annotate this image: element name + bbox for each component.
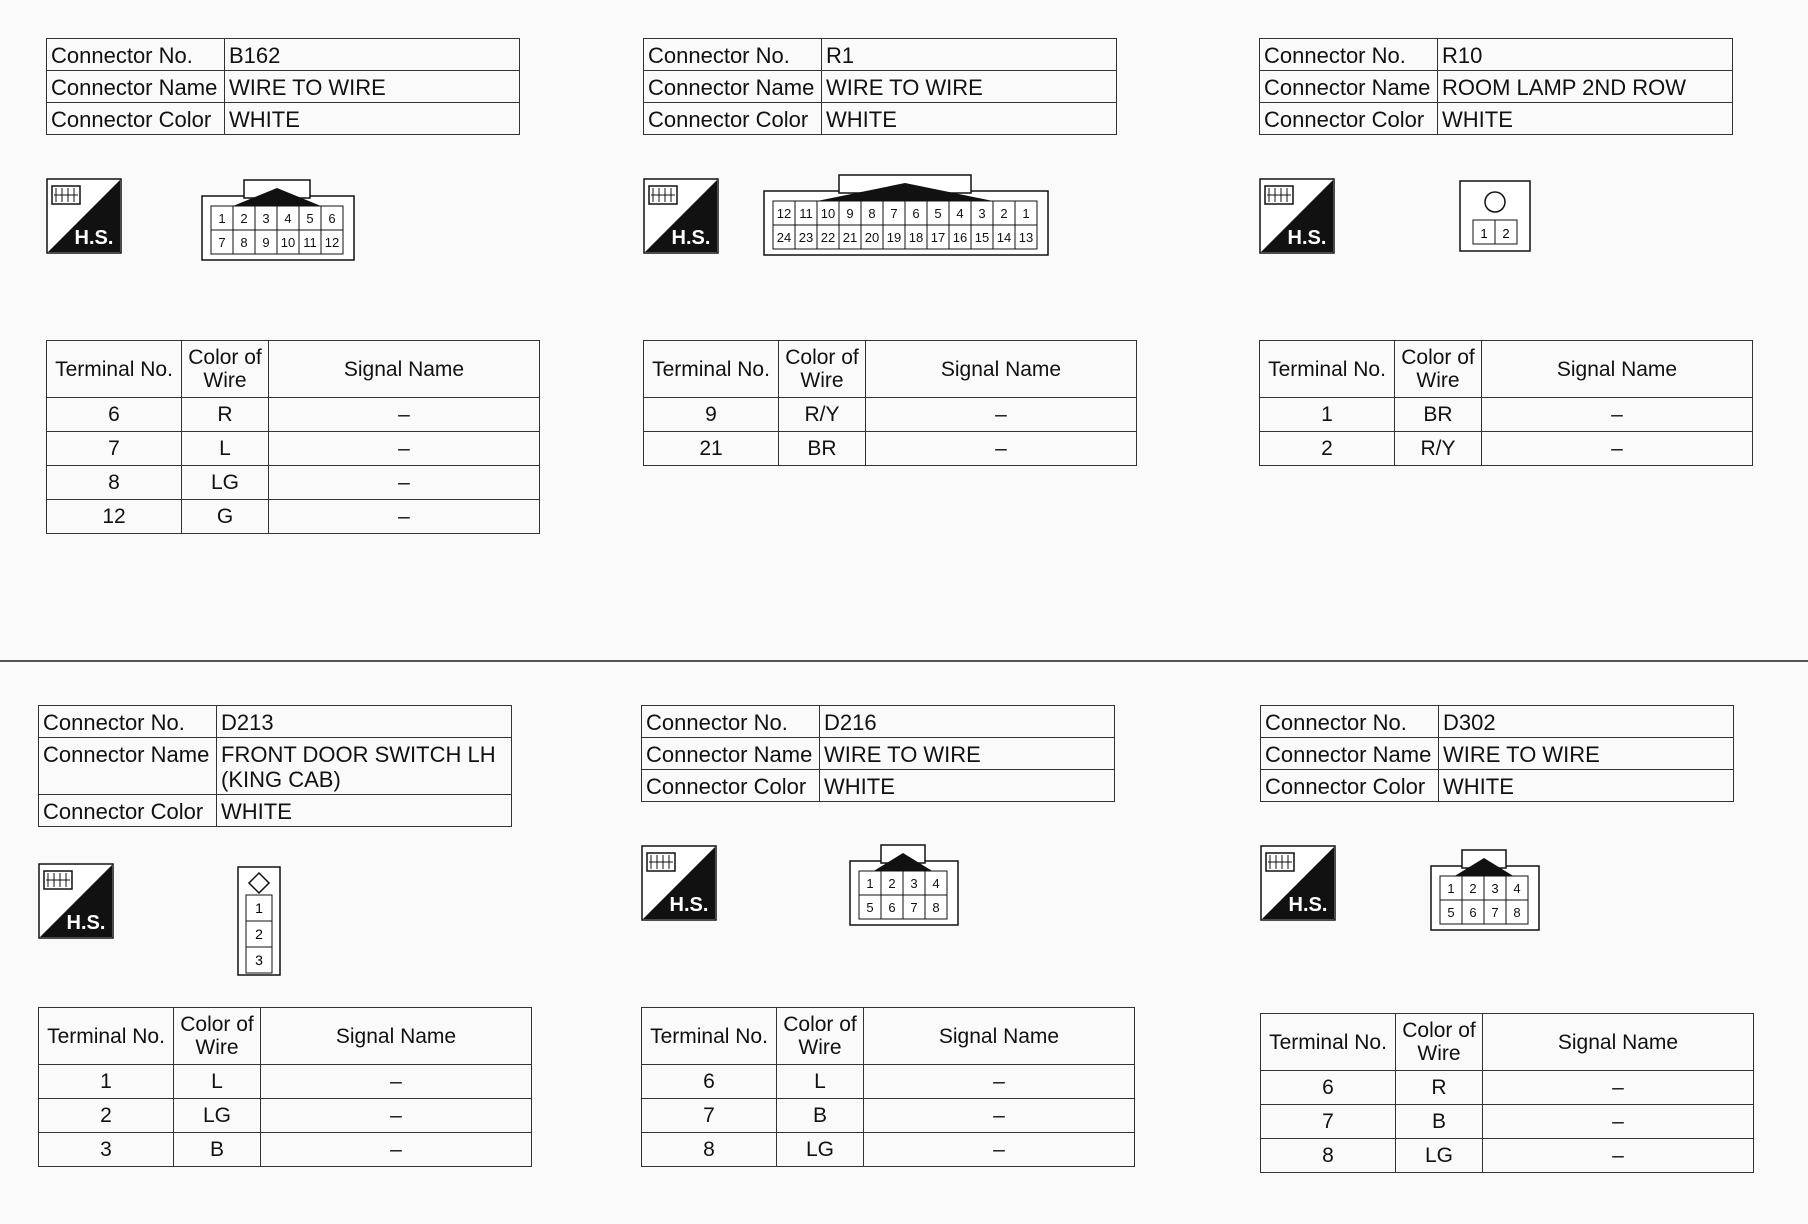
pin-number: 1	[1447, 881, 1455, 896]
harness-side-icon	[1260, 845, 1336, 921]
hs-label: H.S.	[66, 912, 106, 934]
connector-name-row	[644, 71, 1117, 103]
terminal-number: 8	[642, 1133, 777, 1167]
terminal-table-header	[644, 341, 1137, 398]
pin-number: 11	[799, 206, 813, 221]
hs-label: H.S.	[1288, 894, 1328, 916]
hs-label: H.S.	[669, 894, 709, 916]
pin-number: 7	[890, 206, 898, 221]
wire-color-header: Color of Wire	[174, 1008, 261, 1065]
terminal-number: 12	[47, 500, 182, 534]
terminal-table-header	[39, 1008, 532, 1065]
connector-color-row	[39, 795, 512, 827]
wire-color-header: Color of Wire	[1396, 1014, 1483, 1071]
terminal-no-header: Terminal No.	[1261, 1014, 1396, 1071]
pin-number: 10	[280, 235, 296, 250]
terminal-table	[38, 1007, 532, 1167]
pin-number: 20	[864, 230, 880, 245]
connector-number-label: Connector No.	[1261, 706, 1439, 738]
pin-number: 12	[776, 206, 792, 221]
pin-number: 2	[1000, 206, 1008, 221]
signal-name: –	[269, 500, 540, 534]
connector-name-label: Connector Name	[1260, 71, 1438, 103]
terminal-no-header: Terminal No.	[642, 1008, 777, 1065]
terminal-number: 7	[1261, 1105, 1396, 1139]
connector-name-value: WIRE TO WIRE	[225, 71, 520, 103]
table-row	[642, 1065, 1135, 1099]
connector-name-row	[47, 71, 520, 103]
pin-number: 13	[1018, 230, 1034, 245]
pin-number: 4	[956, 206, 964, 221]
table-row	[642, 1133, 1135, 1167]
pin-number: 5	[866, 900, 874, 915]
pin-number: 4	[284, 211, 292, 226]
table-row	[47, 500, 540, 534]
connector-number-row	[1261, 706, 1734, 738]
table-row	[1260, 398, 1753, 432]
wire-color: B	[174, 1133, 261, 1167]
pin-number: 6	[328, 211, 336, 226]
connector-color-value: WHITE	[820, 770, 1115, 802]
terminal-number: 21	[644, 432, 779, 466]
connector-color-label: Connector Color	[39, 795, 217, 827]
connector-number-value: D302	[1439, 706, 1734, 738]
signal-name: –	[864, 1133, 1135, 1167]
signal-name: –	[1483, 1071, 1754, 1105]
pin-number: 11	[303, 235, 317, 250]
pin-number: 15	[974, 230, 990, 245]
terminal-number: 7	[47, 432, 182, 466]
pin-number: 3	[255, 952, 263, 968]
wire-color: R	[1396, 1071, 1483, 1105]
connector-info-table	[643, 38, 1117, 135]
pin-number: 4	[1513, 881, 1521, 896]
pin-number: 6	[1469, 905, 1477, 920]
signal-name: –	[269, 432, 540, 466]
terminal-number: 7	[642, 1099, 777, 1133]
table-row	[39, 1099, 532, 1133]
wire-color: LG	[182, 466, 269, 500]
connector-color-label: Connector Color	[1261, 770, 1439, 802]
hs-label: H.S.	[671, 227, 711, 249]
wire-color: R/Y	[779, 398, 866, 432]
connector-face-diagram	[236, 865, 282, 977]
pin-number: 1	[866, 876, 874, 891]
connector-info-table	[38, 705, 512, 827]
pin-number: 17	[930, 230, 946, 245]
terminal-number: 6	[47, 398, 182, 432]
pin-number: 16	[952, 230, 968, 245]
pin-number: 5	[934, 206, 942, 221]
pin-number: 14	[996, 230, 1012, 245]
wire-color: L	[182, 432, 269, 466]
pin-number: 7	[218, 235, 226, 250]
table-row	[39, 1133, 532, 1167]
signal-name: –	[864, 1099, 1135, 1133]
connector-name-value: ROOM LAMP 2ND ROW	[1438, 71, 1733, 103]
connector-info-table	[1260, 705, 1734, 802]
connector-color-label: Connector Color	[1260, 103, 1438, 135]
harness-side-icon	[641, 845, 717, 921]
pin-number: 1	[218, 211, 226, 226]
connector-number-value: R10	[1438, 39, 1733, 71]
pin-number: 18	[908, 230, 924, 245]
harness-side-icon	[46, 178, 122, 254]
signal-name: –	[269, 466, 540, 500]
wire-color: LG	[777, 1133, 864, 1167]
table-row	[1261, 1105, 1754, 1139]
table-row	[642, 1099, 1135, 1133]
terminal-table	[1259, 340, 1753, 466]
connector-face-diagram	[1459, 180, 1531, 252]
table-row	[47, 398, 540, 432]
wire-color-header: Color of Wire	[777, 1008, 864, 1065]
pin-number: 9	[262, 235, 270, 250]
pin-number: 19	[886, 230, 902, 245]
connector-number-label: Connector No.	[1260, 39, 1438, 71]
signal-name: –	[866, 398, 1137, 432]
wire-color: B	[1396, 1105, 1483, 1139]
connector-number-value: D213	[217, 706, 512, 738]
pin-number: 10	[820, 206, 836, 221]
pin-number: 23	[798, 230, 814, 245]
table-row	[47, 432, 540, 466]
connector-color-row	[642, 770, 1115, 802]
signal-name-header: Signal Name	[864, 1008, 1135, 1065]
pin-number: 3	[262, 211, 270, 226]
harness-side-icon	[38, 863, 114, 939]
terminal-table	[46, 340, 540, 534]
pin-number: 3	[978, 206, 986, 221]
connector-color-row	[47, 103, 520, 135]
pin-number: 8	[868, 206, 876, 221]
signal-name: –	[1482, 398, 1753, 432]
terminal-no-header: Terminal No.	[39, 1008, 174, 1065]
table-row	[39, 1065, 532, 1099]
pin-number: 8	[932, 900, 940, 915]
signal-name: –	[261, 1065, 532, 1099]
terminal-number: 2	[1260, 432, 1395, 466]
terminal-number: 3	[39, 1133, 174, 1167]
connector-face-diagram	[763, 173, 1049, 257]
terminal-number: 6	[642, 1065, 777, 1099]
pin-number: 12	[324, 235, 340, 250]
terminal-no-header: Terminal No.	[644, 341, 779, 398]
connector-name-label: Connector Name	[39, 738, 217, 795]
wire-color: LG	[174, 1099, 261, 1133]
connector-number-value: B162	[225, 39, 520, 71]
terminal-no-header: Terminal No.	[47, 341, 182, 398]
terminal-number: 1	[1260, 398, 1395, 432]
connector-face-diagram	[201, 178, 355, 262]
terminal-number: 6	[1261, 1071, 1396, 1105]
signal-name: –	[864, 1065, 1135, 1099]
signal-name-header: Signal Name	[261, 1008, 532, 1065]
pin-number: 3	[1491, 881, 1499, 896]
connector-name-row	[1260, 71, 1733, 103]
connector-color-row	[1260, 103, 1733, 135]
connector-name-label: Connector Name	[644, 71, 822, 103]
connector-name-value: FRONT DOOR SWITCH LH (KING CAB)	[217, 738, 512, 795]
terminal-no-header: Terminal No.	[1260, 341, 1395, 398]
wire-color: R/Y	[1395, 432, 1482, 466]
connector-number-label: Connector No.	[47, 39, 225, 71]
signal-name: –	[269, 398, 540, 432]
wire-color-header: Color of Wire	[182, 341, 269, 398]
connector-color-value: WHITE	[1438, 103, 1733, 135]
pin-number: 1	[1022, 206, 1030, 221]
connector-name-value: WIRE TO WIRE	[1439, 738, 1734, 770]
pin-number: 6	[912, 206, 920, 221]
harness-side-icon	[643, 178, 719, 254]
connector-color-value: WHITE	[1439, 770, 1734, 802]
connector-name-value: WIRE TO WIRE	[820, 738, 1115, 770]
connector-color-row	[1261, 770, 1734, 802]
terminal-table	[641, 1007, 1135, 1167]
table-row	[644, 398, 1137, 432]
terminal-table	[643, 340, 1137, 466]
pin-number: 2	[255, 926, 263, 942]
connector-number-value: D216	[820, 706, 1115, 738]
hs-label: H.S.	[74, 227, 114, 249]
signal-name-header: Signal Name	[866, 341, 1137, 398]
terminal-table-header	[1260, 341, 1753, 398]
pin-number: 9	[846, 206, 854, 221]
connector-color-label: Connector Color	[644, 103, 822, 135]
table-row	[1261, 1071, 1754, 1105]
signal-name: –	[1483, 1105, 1754, 1139]
table-row	[1260, 432, 1753, 466]
connector-name-value: WIRE TO WIRE	[822, 71, 1117, 103]
signal-name: –	[261, 1099, 532, 1133]
wire-color: LG	[1396, 1139, 1483, 1173]
connector-color-label: Connector Color	[47, 103, 225, 135]
connector-name-row	[1261, 738, 1734, 770]
connector-number-row	[644, 39, 1117, 71]
connector-number-row	[47, 39, 520, 71]
pin-number: 7	[1491, 905, 1499, 920]
table-row	[1261, 1139, 1754, 1173]
pin-number: 24	[776, 230, 792, 245]
wire-color: BR	[1395, 398, 1482, 432]
terminal-number: 8	[47, 466, 182, 500]
terminal-number: 9	[644, 398, 779, 432]
pin-number: 2	[240, 211, 248, 226]
signal-name-header: Signal Name	[269, 341, 540, 398]
connector-number-value: R1	[822, 39, 1117, 71]
pin-number: 5	[306, 211, 314, 226]
section-divider	[0, 660, 1808, 662]
connector-number-label: Connector No.	[644, 39, 822, 71]
pin-number: 7	[910, 900, 918, 915]
hs-label: H.S.	[1287, 227, 1327, 249]
wire-color: R	[182, 398, 269, 432]
wire-color-header: Color of Wire	[779, 341, 866, 398]
connector-color-value: WHITE	[822, 103, 1117, 135]
connector-number-label: Connector No.	[39, 706, 217, 738]
pin-number: 1	[255, 900, 263, 916]
harness-side-icon	[1259, 178, 1335, 254]
pin-number: 6	[888, 900, 896, 915]
connector-number-row	[642, 706, 1115, 738]
connector-info-table	[641, 705, 1115, 802]
connector-name-row	[39, 738, 512, 795]
signal-name: –	[261, 1133, 532, 1167]
connector-number-row	[39, 706, 512, 738]
pin-number: 3	[910, 876, 918, 891]
connector-name-row	[642, 738, 1115, 770]
connector-name-label: Connector Name	[47, 71, 225, 103]
wire-color: BR	[779, 432, 866, 466]
signal-name: –	[1482, 432, 1753, 466]
pin-number: 1	[1480, 226, 1488, 241]
connector-face-diagram	[1430, 848, 1540, 932]
terminal-table-header	[642, 1008, 1135, 1065]
wire-color-header: Color of Wire	[1395, 341, 1482, 398]
connector-name-label: Connector Name	[642, 738, 820, 770]
terminal-table-header	[47, 341, 540, 398]
connector-name-label: Connector Name	[1261, 738, 1439, 770]
pin-number: 4	[932, 876, 940, 891]
terminal-number: 8	[1261, 1139, 1396, 1173]
terminal-number: 2	[39, 1099, 174, 1133]
connector-info-table	[1259, 38, 1733, 135]
signal-name: –	[866, 432, 1137, 466]
connector-color-row	[644, 103, 1117, 135]
terminal-table	[1260, 1013, 1754, 1173]
connector-number-label: Connector No.	[642, 706, 820, 738]
signal-name-header: Signal Name	[1482, 341, 1753, 398]
connector-color-label: Connector Color	[642, 770, 820, 802]
pin-number: 21	[842, 230, 858, 245]
terminal-number: 1	[39, 1065, 174, 1099]
wire-color: L	[174, 1065, 261, 1099]
connector-number-row	[1260, 39, 1733, 71]
pin-number: 2	[1502, 226, 1510, 241]
connector-face-diagram	[849, 843, 959, 927]
signal-name: –	[1483, 1139, 1754, 1173]
pin-number: 22	[820, 230, 836, 245]
table-row	[47, 466, 540, 500]
terminal-table-header	[1261, 1014, 1754, 1071]
table-row	[644, 432, 1137, 466]
pin-number: 5	[1447, 905, 1455, 920]
wire-color: B	[777, 1099, 864, 1133]
connector-info-table	[46, 38, 520, 135]
connector-color-value: WHITE	[217, 795, 512, 827]
signal-name-header: Signal Name	[1483, 1014, 1754, 1071]
pin-number: 8	[240, 235, 248, 250]
pin-number: 2	[1469, 881, 1477, 896]
connector-color-value: WHITE	[225, 103, 520, 135]
wire-color: L	[777, 1065, 864, 1099]
pin-number: 8	[1513, 905, 1521, 920]
pin-number: 2	[888, 876, 896, 891]
wire-color: G	[182, 500, 269, 534]
